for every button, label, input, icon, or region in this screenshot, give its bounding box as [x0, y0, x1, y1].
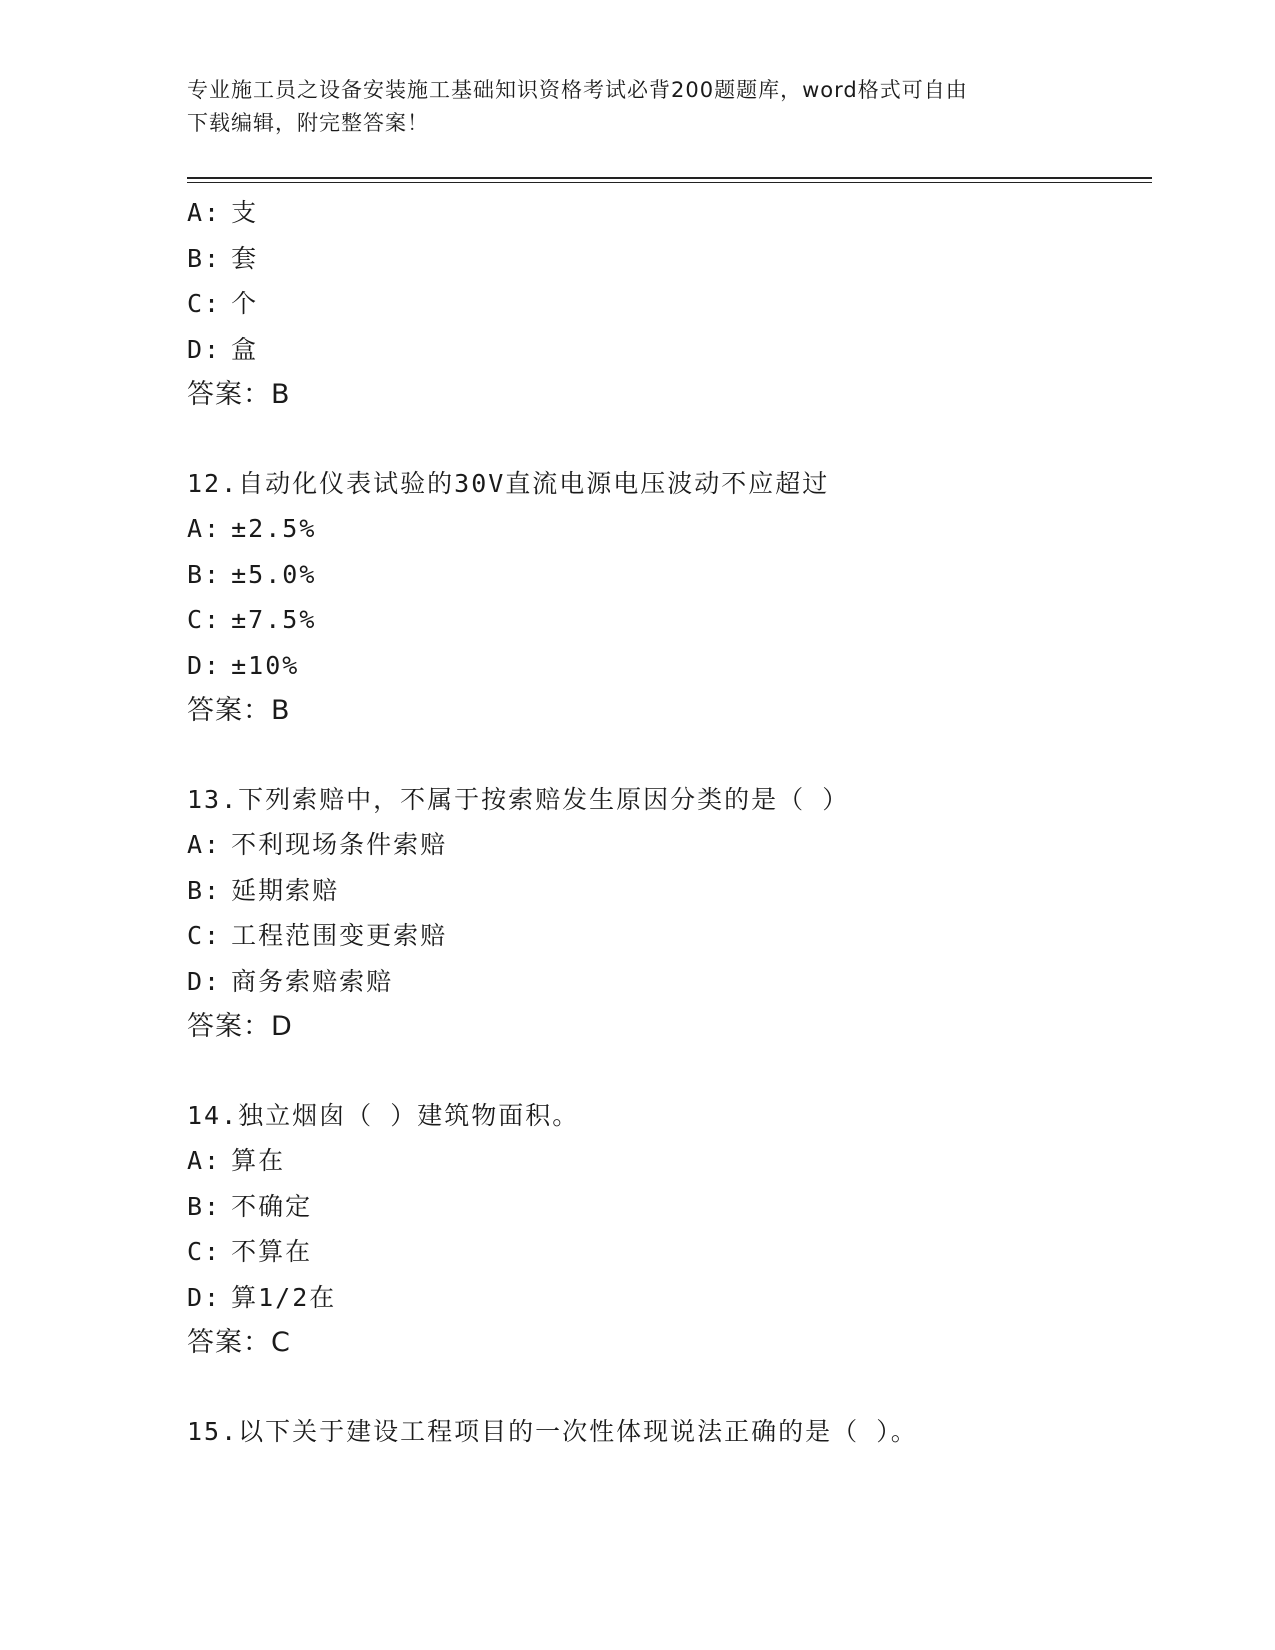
option-c [187, 913, 1147, 959]
option-key: B: [187, 243, 222, 273]
option-text: 延期索赔 [231, 875, 340, 905]
option-text: 不算在 [231, 1237, 313, 1266]
question-list [187, 190, 1147, 1454]
option-key: D: [187, 1282, 222, 1312]
option-text: 工程范围变更索赔 [231, 921, 448, 950]
option-text: 支 [231, 198, 259, 227]
option-key: A: [187, 1146, 222, 1175]
option-b [187, 1184, 1147, 1230]
option-key: A: [187, 198, 222, 227]
option-key: A: [187, 830, 222, 859]
option-b [187, 236, 1147, 282]
header-divider-thin [187, 182, 1152, 183]
option-text: 算在 [231, 1146, 286, 1175]
option-d [187, 1275, 1147, 1321]
question-title: 14.独立烟囱（ ）建筑物面积。 [187, 1100, 580, 1130]
option-key: D: [187, 334, 222, 364]
option-key: D: [187, 650, 222, 680]
option-a [187, 1138, 1147, 1184]
option-a [187, 506, 1147, 552]
option-c [187, 597, 1147, 643]
question-title: 15.以下关于建设工程项目的一次性体现说法正确的是（ ）。 [187, 1416, 918, 1446]
option-key: B: [187, 1191, 222, 1221]
question-15 [187, 1409, 1147, 1455]
option-key: B: [187, 559, 222, 589]
header-line-2: 下载编辑，附完整答案！ [187, 111, 429, 135]
answer-line: 答案：C [187, 1327, 291, 1358]
question-14 [187, 1093, 1147, 1366]
question-12 [187, 461, 1147, 734]
question-13 [187, 777, 1147, 1050]
option-d [187, 959, 1147, 1005]
option-text: 算1/2在 [231, 1282, 337, 1312]
question-title: 13.下列索赔中，不属于按索赔发生原因分类的是（ ） [187, 784, 850, 814]
option-text: 盒 [231, 334, 259, 364]
option-text: ±5.0% [231, 559, 317, 589]
option-key: D: [187, 966, 222, 996]
option-c [187, 281, 1147, 327]
header-divider-thick [187, 177, 1152, 179]
option-b [187, 552, 1147, 598]
option-text: ±7.5% [231, 605, 317, 634]
option-a [187, 190, 1147, 236]
option-key: C: [187, 1237, 222, 1266]
option-key: B: [187, 875, 222, 905]
option-a [187, 822, 1147, 868]
option-text: 不利现场条件索赔 [231, 830, 448, 859]
option-text: 套 [231, 243, 259, 273]
option-d [187, 327, 1147, 373]
option-c [187, 1229, 1147, 1275]
option-text: 个 [231, 289, 259, 318]
option-text: ±10% [231, 650, 300, 680]
option-text: 商务索赔索赔 [231, 966, 394, 996]
option-d [187, 643, 1147, 689]
answer-line: 答案：D [187, 1011, 293, 1042]
answer-line: 答案：B [187, 695, 291, 726]
document-header [187, 74, 1067, 140]
answer-line: 答案：B [187, 379, 291, 410]
option-key: A: [187, 514, 222, 543]
option-key: C: [187, 605, 222, 634]
option-key: C: [187, 289, 222, 318]
option-b [187, 868, 1147, 914]
option-key: C: [187, 921, 222, 950]
question-title: 12.自动化仪表试验的30V直流电源电压波动不应超过 [187, 468, 830, 498]
question-11 [187, 190, 1147, 418]
option-text: ±2.5% [231, 514, 317, 543]
header-line-1: 专业施工员之设备安装施工基础知识资格考试必背200题题库，word格式可自由 [187, 78, 968, 102]
option-text: 不确定 [231, 1191, 313, 1221]
